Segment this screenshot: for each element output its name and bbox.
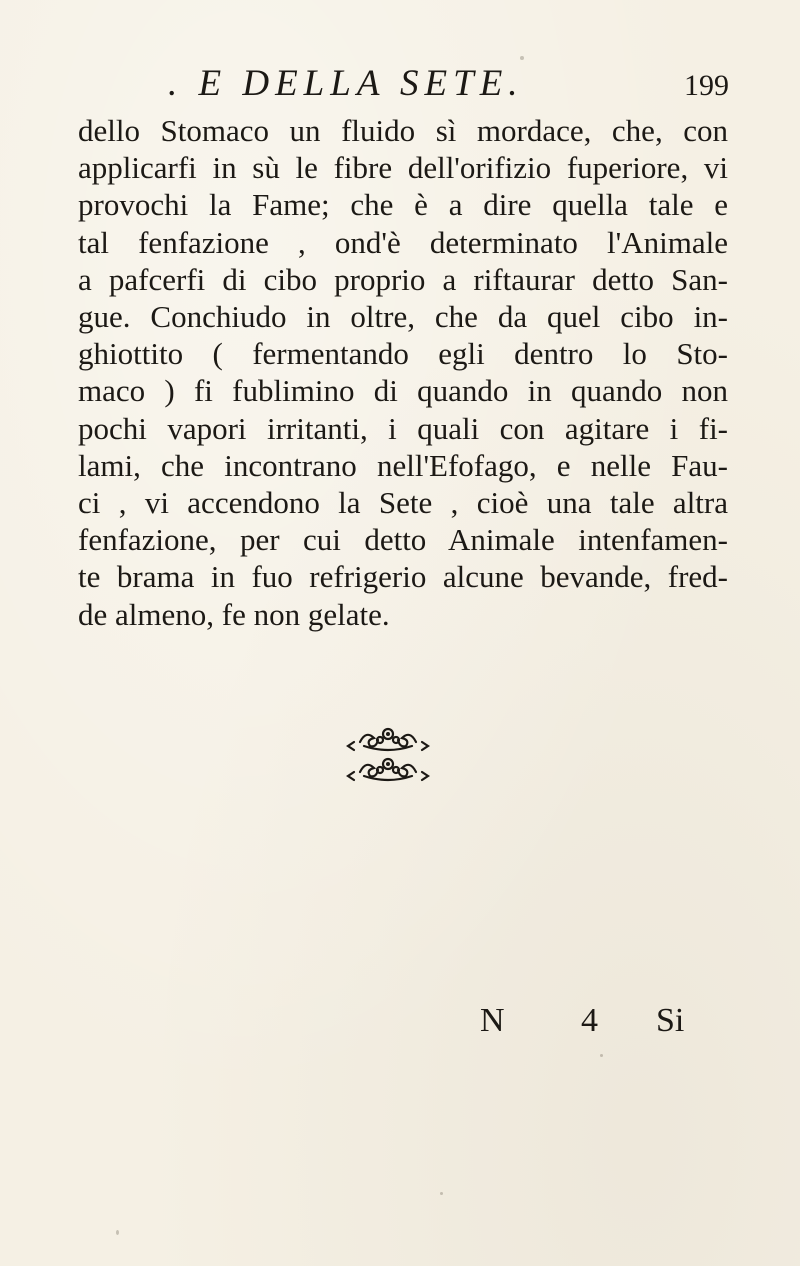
paper-speck bbox=[116, 1230, 119, 1235]
page-number: 199 bbox=[684, 69, 729, 102]
text-line: lami, che incontrano nell'Efofago, e nelle Fau- bbox=[78, 447, 728, 483]
text-line: maco ) fi fublimino di quando in quando non bbox=[78, 373, 728, 409]
text-line: ci , vi accendono la Sete , cioè una tale altra bbox=[78, 485, 728, 521]
paper-speck bbox=[600, 1054, 603, 1057]
running-head bbox=[0, 62, 800, 106]
paper-speck bbox=[520, 56, 524, 60]
text-line: dello Stomaco un fluido sì mordace, che, con bbox=[78, 113, 728, 148]
text-line: applicarfi in sù le fibre dell'orifizio fuperiore, vi bbox=[78, 150, 728, 186]
text-line: gue. Conchiudo in oltre, che da quel cibo in- bbox=[78, 299, 728, 335]
text-line-last: de almeno, fe non gelate. bbox=[78, 596, 390, 632]
text-line: te brama in fuo refrigerio alcune bevande, fred- bbox=[78, 559, 728, 595]
text-line: tal fenfazione , ond'è determinato l'Animale bbox=[78, 224, 728, 260]
signature-mark: N 4 bbox=[480, 1002, 633, 1039]
text-line: pochi vapori irritanti, i quali con agitare i fi- bbox=[78, 410, 728, 446]
body-text bbox=[78, 112, 728, 633]
text-line: a pafcerfi di cibo proprio a riftaurar detto San- bbox=[78, 261, 728, 297]
paper-speck bbox=[440, 1192, 443, 1195]
printers-flower-ornament-icon bbox=[340, 718, 436, 788]
catchword: Si bbox=[656, 1002, 685, 1039]
running-title: . E DELLA SETE. bbox=[168, 63, 524, 104]
text-line: ghiottito ( fermentando egli dentro lo Sto- bbox=[78, 336, 728, 372]
text-line: fenfazione, per cui detto Animale intenfamen- bbox=[78, 522, 728, 558]
text-line: provochi la Fame; che è a dire quella tale e bbox=[78, 187, 728, 223]
